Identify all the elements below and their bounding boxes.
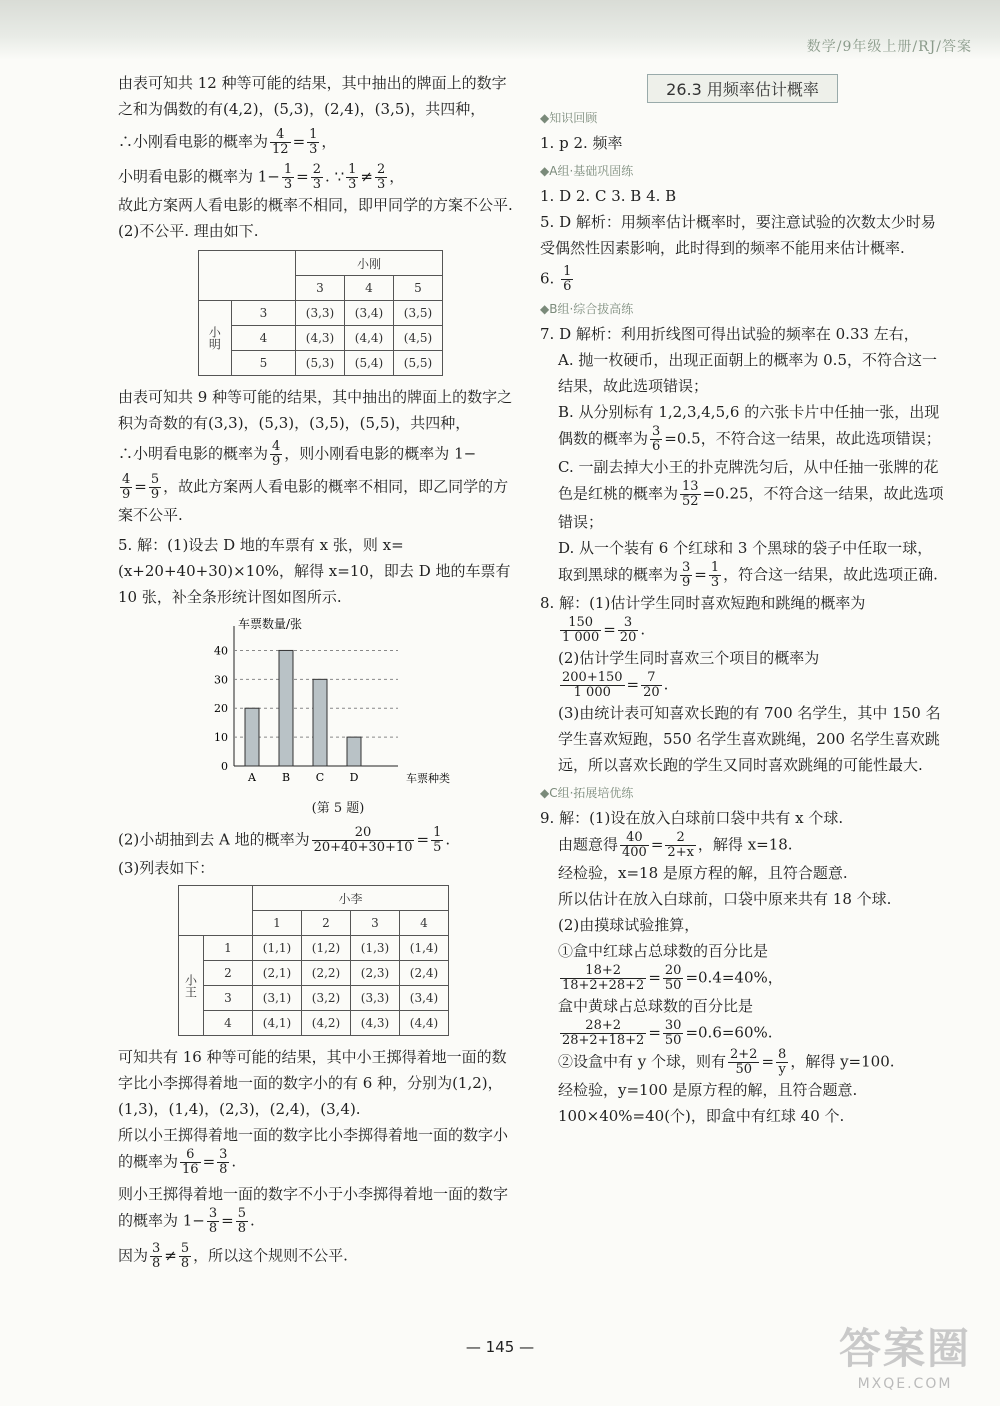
- numerator: 8: [778, 1047, 787, 1062]
- text: =: [292, 132, 306, 151]
- fraction: [180, 1148, 201, 1177]
- text-line: [118, 1181, 516, 1236]
- text: ，解得 y=100.: [790, 1052, 895, 1071]
- y-tick-label: 10: [214, 731, 228, 745]
- page-number: — 145 —: [465, 1338, 535, 1356]
- watermark-url: MXQE.COM: [857, 1376, 953, 1392]
- fraction: [149, 473, 161, 502]
- row-label: 3: [204, 986, 253, 1011]
- fraction: [270, 128, 291, 157]
- fraction: [311, 163, 323, 192]
- text: 由题意得: [558, 835, 619, 854]
- fraction: [561, 265, 573, 294]
- table-cell: (3,3): [351, 986, 400, 1011]
- numerator: 3: [652, 424, 661, 439]
- numerator: 4: [122, 472, 131, 487]
- col-label: 3: [296, 276, 345, 301]
- fraction: [680, 561, 692, 590]
- text: ≠: [164, 1246, 177, 1265]
- text: .: [445, 830, 451, 849]
- y-tick-label: 0: [221, 760, 228, 773]
- fraction: [680, 480, 701, 509]
- text: ，: [389, 167, 405, 186]
- table-1: [198, 250, 443, 376]
- fraction: [776, 1048, 788, 1077]
- text: =: [650, 835, 664, 854]
- denominator: 9: [272, 454, 281, 469]
- left-column: [118, 70, 516, 1271]
- text: 小明看电影的概率为 1−: [118, 167, 280, 186]
- numerator: 5: [180, 1241, 190, 1256]
- text-line: [558, 671, 945, 700]
- text: =0.5，不符合这一结果，故此选项错误；: [664, 429, 941, 448]
- text: 所以小王掷得着地一面的数字比小李掷得着地一面的数字小的概率为: [118, 1126, 509, 1171]
- text-line: 1. D 2. C 3. B 4. B: [540, 187, 677, 205]
- table-cell: (4,4): [345, 326, 394, 351]
- numerator: 3: [152, 1241, 161, 1256]
- text: 6.: [540, 269, 555, 288]
- numerator: 7: [641, 671, 662, 686]
- table-cell: (3,4): [400, 986, 449, 1011]
- text-line: (2)由摸球试验推算，: [558, 916, 700, 934]
- table-cell: (3,2): [302, 986, 351, 1011]
- denominator: 9: [122, 487, 131, 502]
- row-label: 4: [204, 1011, 253, 1036]
- text: ，则小刚看电影的概率为 1−: [284, 444, 477, 463]
- y-tick-label: 40: [214, 644, 228, 658]
- numerator: 30: [664, 1018, 682, 1033]
- text-line: 经检验，y=100 是原方程的解，且符合题意.: [558, 1081, 858, 1099]
- text-line: [558, 454, 945, 535]
- text-line: [118, 826, 516, 855]
- table-cell: (1,3): [351, 936, 400, 961]
- table-cell: (1,2): [302, 936, 351, 961]
- numerator: 1: [309, 127, 318, 142]
- row-label: 3: [231, 301, 295, 326]
- text: ≠: [360, 167, 373, 186]
- denominator: 9: [682, 575, 691, 590]
- fraction: [150, 1242, 162, 1271]
- x-tick-label: D: [349, 771, 359, 784]
- denominator: 3: [376, 177, 386, 192]
- denominator: 8: [180, 1256, 190, 1271]
- denominator: 20: [643, 685, 660, 700]
- col-label: 1: [253, 911, 302, 936]
- denominator: 3: [312, 177, 322, 192]
- numerator: 6: [180, 1148, 201, 1163]
- text: . ∵: [325, 167, 345, 186]
- text-line: 5. D 解析：用频率估计概率时，要注意试验的次数太少时易受偶然性因素影响，此时得到的频率不能用来估计概率.: [540, 213, 936, 257]
- text: .: [231, 1152, 237, 1171]
- text: =: [648, 1023, 661, 1042]
- text: .: [663, 675, 669, 694]
- text: D. 从一个装有 6 个红球和 3 个黑球的袋子中任取一球，取到黑球的概率为: [558, 539, 933, 584]
- col-label: 4: [345, 276, 394, 301]
- numerator: 4: [270, 128, 291, 143]
- tag-group-a: ◆A组·基础巩固练: [540, 164, 634, 178]
- denominator: 3: [348, 177, 357, 192]
- text-line: 由表可知共 12 种等可能的结果，其中抽出的牌面上的数字之和为偶数的有(4,2)，(5,3)，(2,4)，(3,5)，共四种，: [118, 74, 507, 118]
- denominator: 6: [563, 279, 572, 294]
- numerator: 3: [618, 616, 639, 631]
- numerator: 1: [433, 825, 442, 840]
- text: =: [694, 565, 707, 584]
- text-line: [118, 163, 516, 192]
- fraction: [120, 473, 132, 502]
- text: ②设盒中有 y 个球，则有: [558, 1052, 727, 1071]
- denominator: 8: [152, 1256, 161, 1271]
- text-line: 8. 解：(1)估计学生同时喜欢短跑和跳绳的概率为: [540, 594, 866, 612]
- row-label: 1: [204, 936, 253, 961]
- col-label: 4: [400, 911, 449, 936]
- text: .: [640, 620, 646, 639]
- numerator: 3: [208, 1206, 218, 1221]
- numerator: 1: [348, 162, 357, 177]
- text: B. 从分别标有 1,2,3,4,5,6 的六张卡片中任抽一张，出现偶数的概率为: [558, 403, 940, 448]
- denominator: 6: [652, 439, 661, 454]
- denominator: 18+2+28+2: [562, 978, 645, 993]
- table-cell: (4,3): [296, 326, 345, 351]
- row-label: 2: [204, 961, 253, 986]
- row-label: 5: [231, 351, 295, 376]
- numerator: 3: [219, 1147, 228, 1162]
- fraction: [282, 163, 294, 192]
- row-header: 小明: [199, 301, 232, 376]
- fraction: [560, 1019, 646, 1048]
- numerator: 4: [272, 439, 281, 454]
- text-line: [118, 128, 516, 157]
- text: =0.4=40%，: [685, 968, 783, 987]
- tag-knowledge: ◆知识回顾: [540, 111, 598, 125]
- x-axis-label: 车票种类: [406, 772, 450, 785]
- fraction: [236, 1207, 248, 1236]
- numerator: 13: [682, 479, 699, 494]
- text-line: [558, 964, 945, 993]
- text-line: 故此方案两人看电影的概率不相同，即甲同学的方案不公平.: [118, 196, 513, 214]
- col-label: 3: [351, 911, 400, 936]
- text: =: [603, 620, 616, 639]
- text-line: [558, 1048, 945, 1077]
- denominator: 2+x: [667, 845, 694, 860]
- numerator: 28+2: [560, 1019, 646, 1034]
- fraction: [665, 831, 696, 860]
- numerator: 5: [237, 1206, 247, 1221]
- bar-B: [279, 650, 293, 766]
- x-tick-label: B: [281, 771, 291, 784]
- text-line: (3)由统计表可知喜欢长跑的有 700 名学生，其中 150 名学生喜欢短跑，550 名学生喜欢跳绳，200 名学生喜欢跳远，所以喜欢长跑的学生又同时喜欢跳绳的可能性最大.: [558, 704, 941, 774]
- text: ，: [321, 132, 337, 151]
- text: ，符合这一结果，故此选项正确.: [723, 565, 938, 584]
- text: 则小王掷得着地一面的数字不小于小李掷得着地一面的数字的概率为 1−: [118, 1185, 509, 1230]
- text-line: 9. 解：(1)设在放入白球前口袋中共有 x 个球.: [540, 809, 844, 827]
- col-header: 小李: [253, 886, 449, 911]
- numerator: 1: [283, 162, 293, 177]
- text-line: [118, 1122, 516, 1177]
- fraction: [650, 425, 662, 454]
- text-line: 经检验，x=18 是原方程的解，且符合题意.: [558, 864, 848, 882]
- fraction: [217, 1148, 229, 1177]
- text: .: [250, 1211, 255, 1230]
- fraction: [179, 1242, 191, 1271]
- denominator: 20: [619, 630, 637, 645]
- y-tick-label: 20: [214, 702, 228, 716]
- text: =: [134, 477, 147, 496]
- denominator: y: [778, 1062, 786, 1077]
- denominator: 12: [272, 142, 289, 157]
- denominator: 28+2+18+2: [562, 1033, 645, 1048]
- text: =: [296, 167, 309, 186]
- table-cell: (3,1): [253, 986, 302, 1011]
- denominator: 8: [208, 1221, 218, 1236]
- text-line: [118, 473, 516, 528]
- text-line: A. 抛一枚硬币，出现正面朝上的概率为 0.5，不符合这一结果，故此选项错误；: [558, 351, 937, 395]
- fraction: [431, 826, 443, 855]
- denominator: 16: [182, 1162, 199, 1177]
- text: (2)小胡抽到去 A 地的概率为: [118, 830, 310, 849]
- bar-chart: [188, 616, 488, 796]
- section-title: 26.3 用频率估计概率: [647, 74, 838, 103]
- table-cell: (3,3): [296, 301, 345, 326]
- text-line: [558, 535, 945, 590]
- denominator: 50: [735, 1062, 752, 1077]
- fraction: [663, 1019, 684, 1048]
- denominator: 50: [664, 1033, 682, 1048]
- text-line: 7. D 解析：利用折线图可得出试验的频率在 0.33 左右，: [540, 325, 919, 343]
- x-tick-label: A: [248, 771, 256, 784]
- col-header: 小刚: [296, 251, 443, 276]
- x-tick-label: C: [315, 771, 325, 784]
- y-tick-label: 30: [214, 673, 228, 687]
- fraction: [207, 1207, 219, 1236]
- denominator: 20+40+30+10: [313, 840, 413, 855]
- denominator: 8: [219, 1162, 228, 1177]
- text: =: [648, 968, 661, 987]
- denominator: 3: [283, 177, 293, 192]
- table-cell: (2,2): [302, 961, 351, 986]
- row-label: 4: [231, 326, 295, 351]
- text-line: [558, 831, 945, 860]
- text-line: [118, 1242, 516, 1271]
- text-line: ①盒中红球占总球数的百分比是: [558, 942, 769, 960]
- text: =0.25，不符合这一结果，故此选项错误；: [558, 484, 944, 531]
- denominator: 3: [710, 575, 720, 590]
- numerator: 2+2: [730, 1047, 758, 1062]
- text-line: [118, 440, 516, 469]
- numerator: 20: [312, 826, 415, 841]
- text-line: 所以估计在放入白球前，口袋中原来共有 18 个球.: [558, 890, 892, 908]
- fraction: [270, 440, 282, 469]
- text-line: 盒中黄球占总球数的百分比是: [558, 997, 754, 1015]
- denominator: 9: [150, 487, 160, 502]
- table-2: [178, 885, 449, 1036]
- y-axis-label: 车票数量/张: [238, 617, 303, 631]
- fraction: [709, 561, 721, 590]
- text-line: [558, 616, 945, 645]
- text: C. 一副去掉大小王的扑克牌洗匀后，从中任抽一张牌的花色是红桃的概率为: [558, 458, 939, 503]
- tag-group-c: ◆C组·拓展培优练: [540, 786, 634, 800]
- row-header: 小王: [179, 936, 204, 1036]
- denominator: 5: [433, 840, 442, 855]
- table-cell: (2,4): [400, 961, 449, 986]
- table-cell: (2,1): [253, 961, 302, 986]
- col-label: 2: [302, 911, 351, 936]
- table-cell: (5,3): [296, 351, 345, 376]
- col-label: 5: [394, 276, 443, 301]
- chart-caption: (第 5 题): [311, 801, 365, 816]
- text: =0.6=60%.: [685, 1023, 773, 1042]
- fraction: [375, 163, 387, 192]
- numerator: 2: [665, 831, 696, 846]
- tag-group-b: ◆B组·综合拔高练: [540, 302, 634, 316]
- text-line: 可知共有 16 种等可能的结果，其中小王掷得着地一面的数字比小李掷得着地一面的数字小的有 6 种，分别为(1,2)，(1,3)，(1,4)，(2,3)，(2,4)，(3,4).: [118, 1048, 507, 1118]
- denominator: 50: [664, 978, 682, 993]
- fraction: [560, 616, 601, 645]
- watermark-text: 答案圈: [838, 1324, 971, 1373]
- text-line: [558, 1019, 945, 1048]
- fraction: [346, 163, 358, 192]
- fraction: [641, 671, 662, 700]
- text-line: [558, 399, 945, 454]
- table-cell: (3,4): [345, 301, 394, 326]
- numerator: 40: [620, 831, 649, 846]
- text: =: [221, 1211, 234, 1230]
- watermark-logo: [830, 1316, 980, 1392]
- denominator: 8: [237, 1221, 247, 1236]
- denominator: 3: [309, 142, 318, 157]
- right-column: [540, 70, 945, 1129]
- denominator: 1 000: [562, 630, 600, 645]
- numerator: 18+2: [560, 964, 646, 979]
- fraction: [728, 1048, 759, 1077]
- numerator: 1: [563, 264, 572, 279]
- numerator: 2: [376, 162, 386, 177]
- text-line: [540, 265, 945, 294]
- numerator: 20: [664, 963, 682, 978]
- text: =: [202, 1152, 216, 1171]
- fraction: [560, 964, 646, 993]
- fraction: [312, 826, 415, 855]
- fraction: [663, 964, 684, 993]
- numerator: 2: [312, 162, 322, 177]
- table-cell: (5,4): [345, 351, 394, 376]
- text-line: (2)估计学生同时喜欢三个项目的概率为: [558, 649, 820, 667]
- text: ，所以这个规则不公平.: [193, 1246, 348, 1265]
- table-cell: (4,3): [351, 1011, 400, 1036]
- text-line: 5. 解：(1)设去 D 地的车票有 x 张，则 x=(x+20+40+30)×10%，解得 x=10，即去 D 地的车票有 10 张，补全条形统计图如图所示.: [118, 536, 511, 606]
- table-cell: (1,4): [400, 936, 449, 961]
- text: ∴小明看电影的概率为: [118, 444, 269, 463]
- fraction: [618, 616, 639, 645]
- denominator: 1 000: [573, 685, 611, 700]
- fraction: [620, 831, 649, 860]
- table-corner: [199, 251, 296, 301]
- numerator: 5: [150, 472, 160, 487]
- numerator: 150: [560, 616, 601, 631]
- numerator: 1: [710, 560, 720, 575]
- denominator: 400: [622, 845, 647, 860]
- bar-C: [313, 679, 327, 766]
- denominator: 52: [682, 494, 699, 509]
- text: =: [626, 675, 640, 694]
- text: ，解得 x=18.: [697, 835, 793, 854]
- table-cell: (4,1): [253, 1011, 302, 1036]
- table-cell: (3,5): [394, 301, 443, 326]
- text: ∴小刚看电影的概率为: [118, 132, 269, 151]
- text: ，故此方案两人看电影的概率不相同，即乙同学的方案不公平.: [118, 477, 509, 524]
- text-line: 1. p 2. 频率: [540, 134, 623, 152]
- table-cell: (4,2): [302, 1011, 351, 1036]
- text-line: (2)不公平. 理由如下.: [118, 222, 259, 240]
- table-cell: (4,4): [400, 1011, 449, 1036]
- numerator: 200+150: [562, 670, 623, 685]
- text: 因为: [118, 1246, 149, 1265]
- fraction: [307, 128, 319, 157]
- table-cell: (2,3): [351, 961, 400, 986]
- bar-D: [347, 737, 361, 766]
- text: =: [761, 1052, 775, 1071]
- table-cell: (4,5): [394, 326, 443, 351]
- bar-A: [245, 708, 259, 766]
- table-cell: (5,5): [394, 351, 443, 376]
- header-series: 数学/9年级上册/RJ/答案: [806, 39, 972, 55]
- text-line: 100×40%=40(个)，即盒中有红球 40 个.: [558, 1107, 845, 1125]
- table-corner: [179, 886, 253, 936]
- table-cell: (1,1): [253, 936, 302, 961]
- text-line: 由表可知共 9 种等可能的结果，其中抽出的牌面上的数字之积为奇数的有(3,3)，(5,3)，(3,5)，(5,5)，共四种，: [118, 388, 513, 432]
- text: =: [416, 830, 430, 849]
- text-line: (3)列表如下：: [118, 859, 215, 877]
- numerator: 3: [682, 560, 691, 575]
- fraction: [560, 671, 625, 700]
